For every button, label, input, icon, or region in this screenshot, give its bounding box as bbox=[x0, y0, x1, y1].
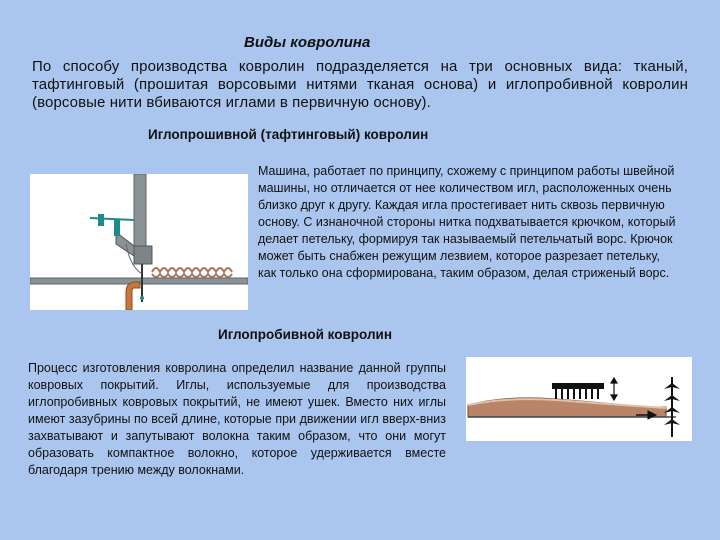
thread-guide-left bbox=[98, 214, 104, 226]
tufted-heading: Иглопрошивной (тафтинговый) ковролин bbox=[148, 127, 429, 142]
updown-arrow bbox=[611, 378, 617, 400]
tufting-machine-illustration bbox=[30, 174, 248, 310]
needlepunch-illustration bbox=[466, 357, 692, 441]
needles bbox=[556, 389, 598, 399]
thread-line bbox=[90, 218, 134, 220]
page-title: Виды ковролина bbox=[244, 34, 371, 51]
needlepunch-heading: Иглопробивной ковролин bbox=[218, 327, 392, 342]
needlepunch-description: Процесс изготовления ковролина определил название данной группы ковровых покрытий. Иглы, используемые для производства иглопробивных ковровых покрытий, не имеют ушек. Вместо них иглы имеют зазубрины по всей длине, которые при движении игл вверх-вниз захватывают и запутывают волокна таким образом, что они могут образовать компактное волокно, которое удерживается вместе благодаря трению между волокнами. bbox=[28, 361, 446, 477]
intro-paragraph: По способу производства ковролин подразделяется на три основных вида: тканый, тафтинговый (прошитая ворсовыми нитями тканая основа) и иглопробивной ковролин (ворсовые нити вбиваются иглами в первичную основу). bbox=[32, 58, 688, 111]
looper-hook bbox=[126, 282, 140, 310]
loop-pile bbox=[152, 268, 232, 277]
needle-block bbox=[134, 246, 152, 264]
needle-tip bbox=[140, 296, 144, 300]
thread-guide-right bbox=[114, 220, 120, 236]
machine-column bbox=[134, 174, 146, 246]
needle-board bbox=[552, 383, 604, 389]
tufted-description: Машина, работает по принципу, схожему с принципом работы швейной машины, но отличается от нее количеством игл, расположенных очень близко друг к другу. Каждая игла простегивает нить сквозь первичную основу. С изнаночной стороны нитка подхватывается крючком, который делает петельку, формируя так называемый петельчатый ворс. Крючок может быть снабжен режущим лезвием, которое разрезает петельку, как только она сформирована, таким образом, делая стриженый ворс. bbox=[258, 164, 676, 280]
